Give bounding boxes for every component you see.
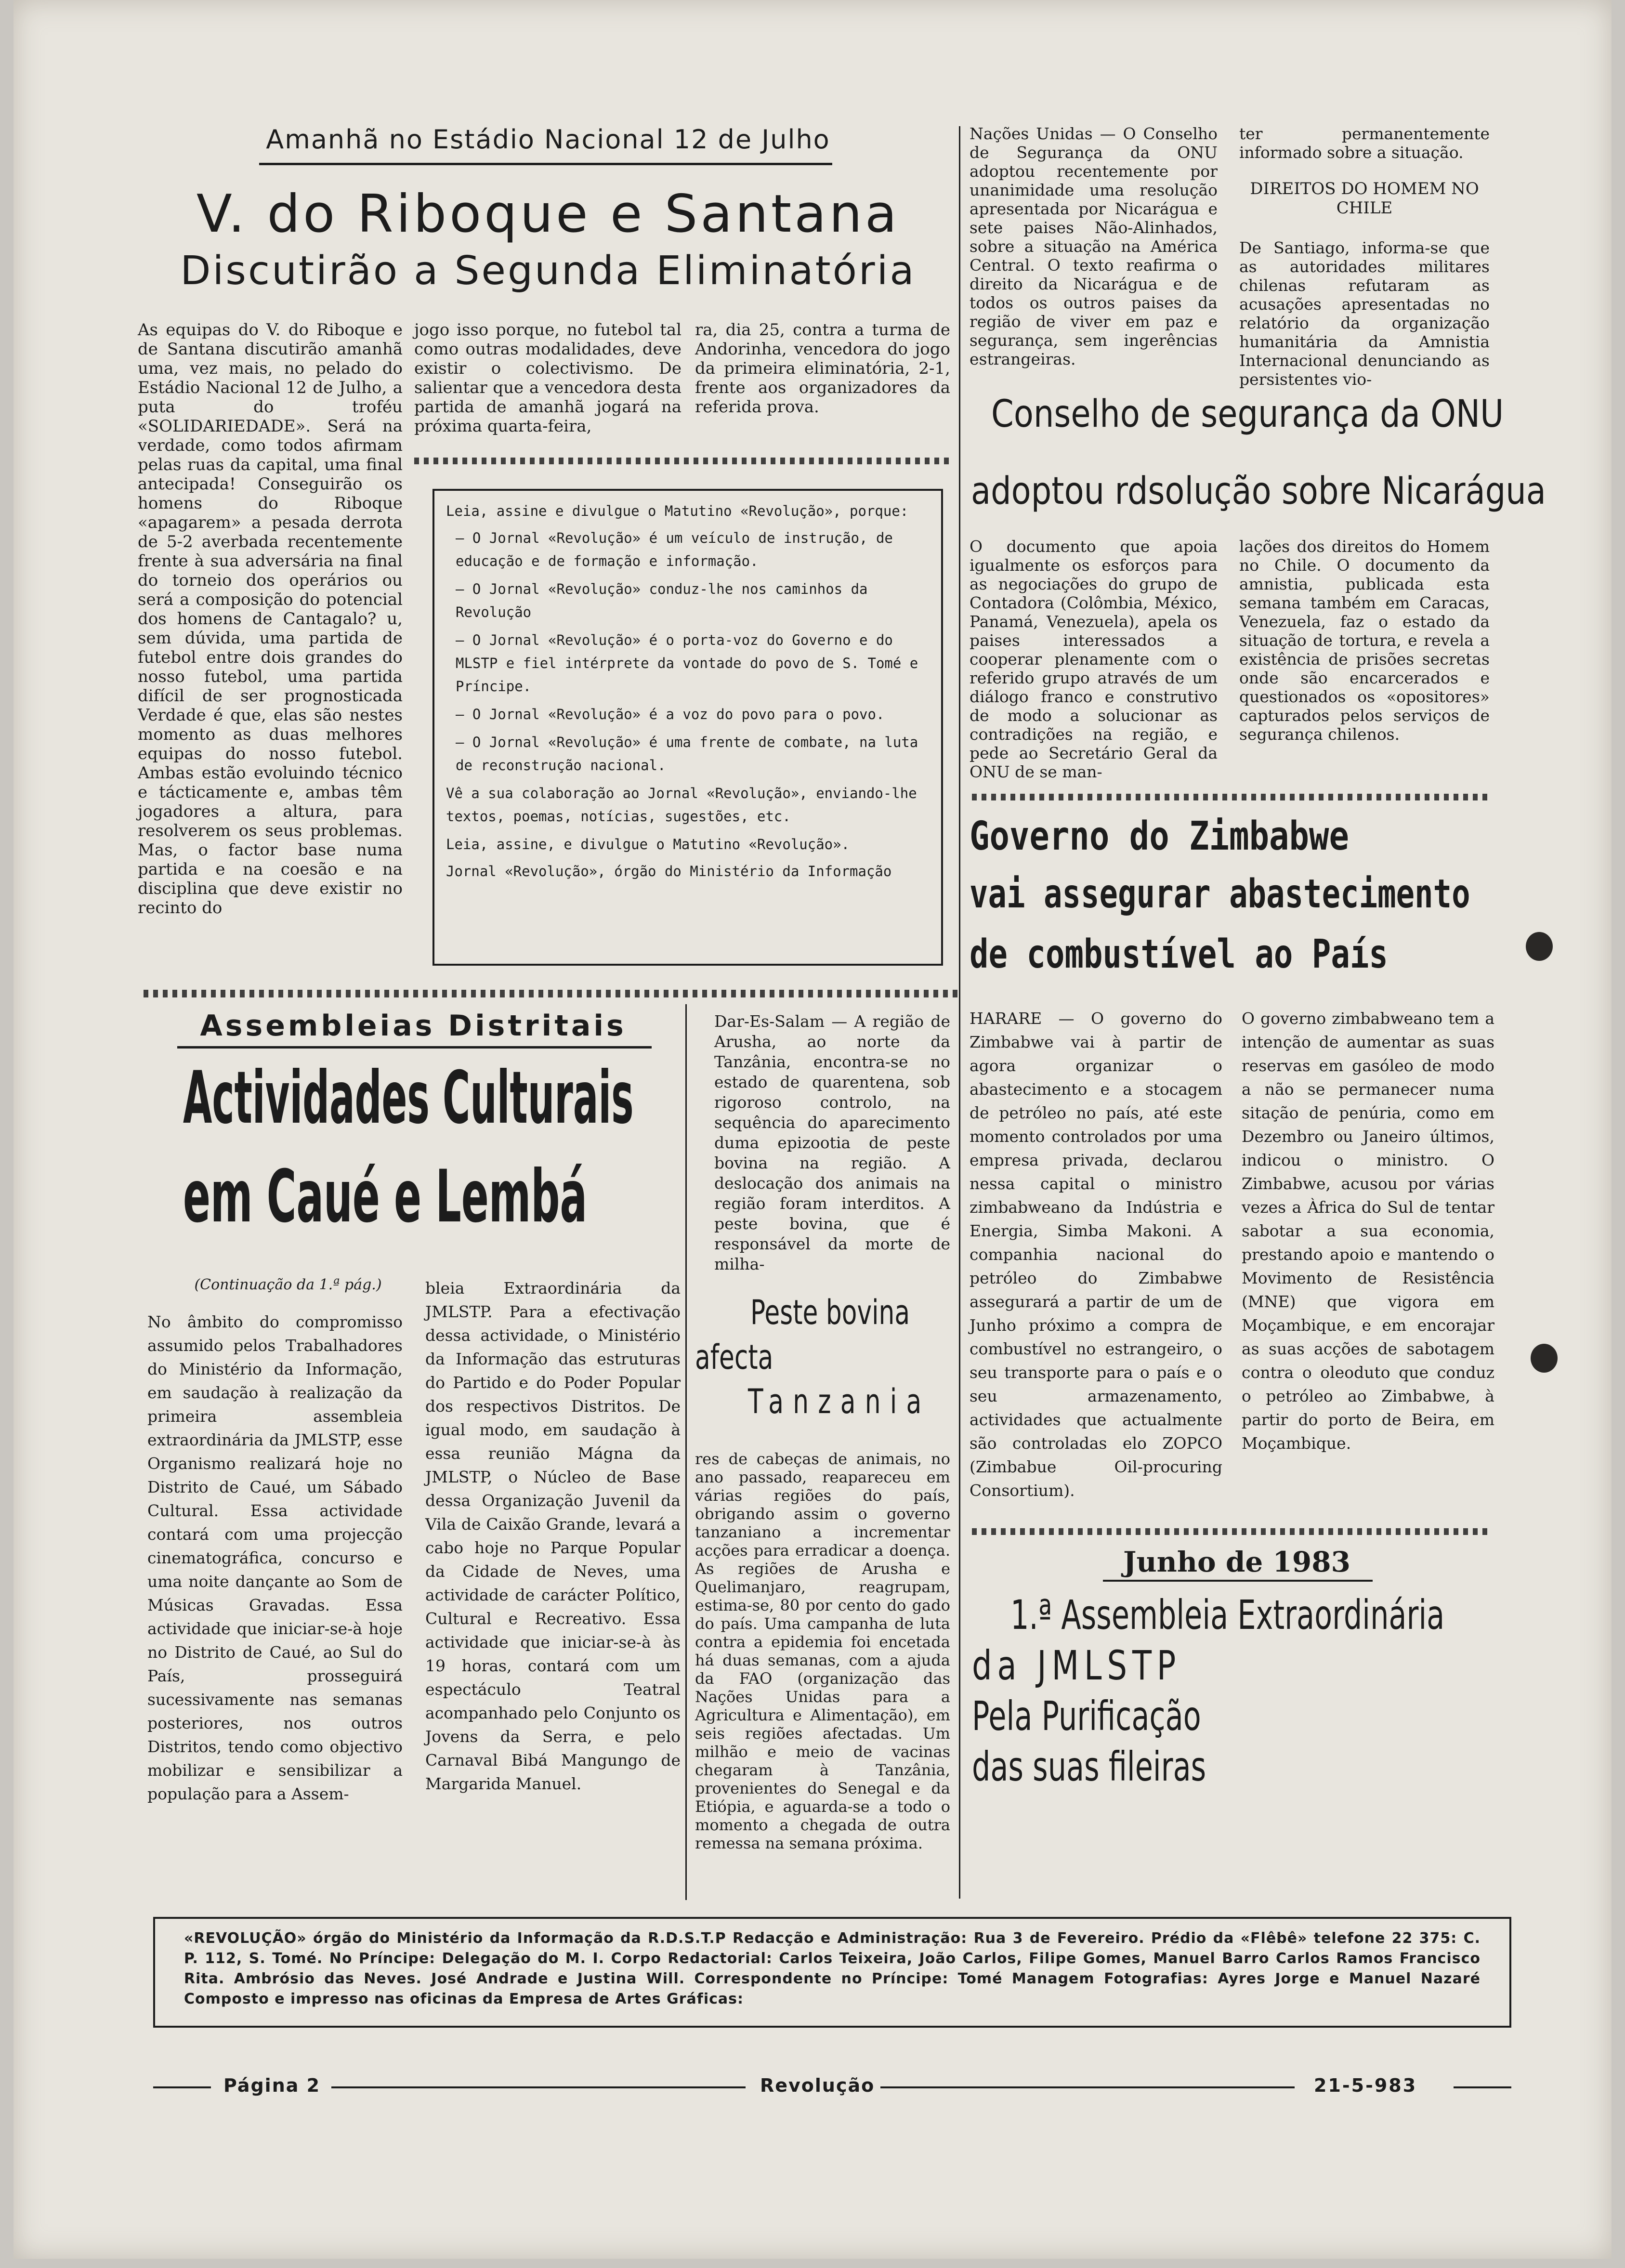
culture-col-2: bleia Extraordinária da JMLSTP. Para a efectivação dessa actividade, o Ministério da Informação das estruturas do Partido e do Poder Popular dos respectivos Distritos. De igual modo, em saudação à essa reunião Mágna da JMLSTP, o Núcleo de Base dessa Organização Juvenil da Vila de Caixão Grande, levará a cabo hoje no Parque Popular da Cidade de Neves, uma actividade de carácter Político, Cultural e Recreativo. Essa actividade que iniciar-se-à às 19 horas, contará com um espectáculo Teatral acompanhado pelo Conjunto os Jovens da Serra, e pelo Carnaval Bibá Mangungo de Margarida Manuel. <box>425 1279 681 1793</box>
culture-continuation: (Continuação da 1.ª pág.) <box>194 1276 382 1293</box>
footer-paper: Revolução <box>760 2075 875 2096</box>
promo-box <box>432 489 943 966</box>
punch-hole <box>1526 932 1553 961</box>
culture-col-1: No âmbito do compromisso assumido pelos Trabalhadores do Ministério da Informação, em saudação à realização da primeira assembleia extraordinária da JMLSTP, esse Organismo realizará hoje no Distrito de Caué, um Sábado Cultural. Essa actividade contará com uma projecção cinematográfica, concurso e uma noite dançante ao Som de Músicas Gravadas. Essa actividade que iniciar-se-à hoje no Distrito de Caué, ao Sul do País, prosseguirá sucessivamente nas semanas posteriores, nos outros Distritos, tendo como objectivo mobilizar e sensibilizar a população para a Assem- <box>147 1312 403 1803</box>
main-col-1: As equipas do V. do Riboque e de Santana discutirão amanhã uma, vez mais, no pelado do Estádio Nacional 12 de Julho, a puta do troféu «SOLIDARIEDADE». Será na verdade, como todos afirmam pelas ruas da capital, uma final antecipada! Conseguirão os homens do Riboque «apagarem» a pesada derrota de 5-2 averbada recentemente frente à sua adversária na final do torneio dos operários ou será a composição do potencial dos homens de Cantagalo? u, sem dúvida, uma partida de futebol entre dois grandes do nosso futebol, uma partida difícil de ser prognosticada Verdade é que, elas são nestes momento as duas melhores equipas do nosso futebol. Ambas estão evoluindo técnico e tácticamente e, ambas têm jogadores a altura, para resolverem os seus problemas. Mas, o factor base numa partida e na coesão e na disciplina que deve existir no recinto do <box>138 320 403 918</box>
footer-rule-right <box>1454 2086 1511 2088</box>
culture-section-label: Assembleias Distritais <box>200 1009 627 1043</box>
promo-line: — O Jornal «Revolução» é o porta-voz do Governo e do MLSTP e fiel intérprete da vontade do povo de S. Tomé e Príncipe. <box>456 632 918 695</box>
jmlstp-date: Junho de 1983 <box>1123 1546 1350 1578</box>
zimbabwe-col-1: HARARE — O governo do Zimbabwe vai à partir de agora organizar o abastecimento e a stocagem de petróleo no país, até este momento controlados por uma empresa privada, declarou nessa capital o ministro zimbabweano da Indústria e Energia, Simba Makoni. A companhia nacional do petróleo do Zimbabwe assegurará a partir de um de Junho próximo a compra de combustível no estrangeiro, o seu transporte para o país e o seu armazenamento, actividades que actualmente são controladas elo ZOPCO (Zimbabue Oil-procuring Consortium). <box>970 1009 1222 1500</box>
onu-intro-col-1: Nações Unidas — O Conselho de Segurança da ONU adoptou recentemente por unanimidade uma resolução apresentada por Nicarágua e sete paises Não-Alinhados, sobre a situação na América Central. O texto reafirma o direito da Nicarágua e de todos os outros paises da região de viver em paz e segurança, sem ingerências estrangeiras. <box>970 124 1218 368</box>
tanzania-headline-2: afecta <box>695 1337 773 1377</box>
onu-headline-1: Conselho de segurança da ONU <box>991 393 1504 436</box>
footer-rule-mid-left <box>331 2086 746 2088</box>
promo-divider <box>414 458 951 464</box>
footer-rule-mid-right <box>880 2086 1295 2088</box>
promo-line: — O Jornal «Revolução» é uma frente de combate, na luta de reconstrução nacional. <box>456 734 918 773</box>
chile-subheading: DIREITOS DO HOMEM NO CHILE <box>1250 179 1479 218</box>
punch-hole <box>1531 1344 1558 1373</box>
onu-divider <box>972 794 1492 800</box>
zimbabwe-divider <box>972 1528 1492 1535</box>
promo-line: Leia, assine, e divulgue o Matutino «Revolução». <box>446 836 850 852</box>
footer-rule-left <box>153 2086 211 2088</box>
footer-page: Página 2 <box>223 2075 321 2096</box>
tanzania-headline-3: Tanzania <box>748 1382 931 1421</box>
tanzania-headline-1: Peste bovina <box>750 1293 910 1332</box>
zimbabwe-col-2: O governo zimbabweano tem a intenção de aumentar as suas reservas em gasóleo de modo a não se permanecer numa sitação de penúria, como em Dezembro ou Janeiro últimos, indicou o ministro. O Zimbabwe, acusou por várias vezes a Àfrica do Sul de tentar sabotar a sua economia, prestando apoio e mantendo o Movimento de Resistência (MNE) que vigora em Moçambique, e em encorajar as suas acções de sabotagem contra o oleoduto que conduz o petróleo ao Zimbabwe, à partir do porto de Beira, em Moçambique. <box>1242 1009 1494 1453</box>
jmlstp-line-3: Pela Purificação <box>972 1692 1201 1740</box>
zimbabwe-headline-1: Governo do Zimbabwe <box>970 813 1349 859</box>
masthead-box: «REVOLUÇÃO» órgão do Ministério da Informação da R.D.S.T.P Redacção e Administração: Rua 3 de Fevereiro. Prédio da «Flêbê» telefone 22 375: C. P. 112, S. Tomé. No Príncipe: Delegação do M. I. Corpo Redactorial: Carlos Teixeira, João Carlos, Filipe Gomes, Manuel Barro Carlos Ramos Francisco Rita. Ambrósio das Neves. José Andrade e Justina Will. Correspondente no Príncipe: Tomé Managem Fotografias: Ayres Jorge e Manuel Nazaré Composto e impresso nas oficinas da Empresa de Artes Gráficas: <box>153 1917 1511 2028</box>
promo-line: Jornal «Revolução», órgão do Ministério da Informação <box>446 863 892 879</box>
tanzania-intro: Dar-Es-Salam — A região de Arusha, ao norte da Tanzânia, encontra-se no estado de quarentena, sob rigoroso controlo, na sequência do aparecimento duma epizootia de peste bovina na região. A deslocação dos animais na região foram interditos. A peste bovina, que é responsável da morte de milha- <box>714 1012 950 1273</box>
promo-line: Leia, assine e divulgue o Matutino «Revolução», porque: <box>446 503 909 519</box>
main-headline-2: Discutirão a Segunda Eliminatória <box>180 248 916 294</box>
footer-date: 21-5-983 <box>1314 2075 1417 2096</box>
onu-col-1: O documento que apoia igualmente os esforços para as negociações do grupo de Contadora (Colômbia, México, Panamá, Venezuela), apela os paises interessados a cooperar plenamente com o referido grupo através de um diálogo franco e construtivo de modo a solucionar as contradições na região, e pede ao Secretário Geral da ONU de se man- <box>970 537 1218 781</box>
culture-label-underline <box>177 1046 652 1049</box>
culture-headline-2: em Caué e Lembá <box>183 1155 588 1239</box>
jmlstp-line-1: 1.ª Assembleia Extraordinária <box>1010 1591 1445 1639</box>
promo-line: — O Jornal «Revolução» é a voz do povo para o povo. <box>456 706 885 722</box>
left-section-divider <box>144 990 957 997</box>
jmlstp-date-underline <box>1103 1580 1373 1582</box>
onu-col-2: lações dos direitos do Homem no Chile. O documento da amnistia, publicada esta semana também em Caracas, Venezuela, faz o estado da situação de tortura, e revela a existência de prisões secretas onde são encarcerados e questionados os «opositores» capturados pelos serviços de segurança chilenos. <box>1239 537 1490 744</box>
main-headline-1: V. do Riboque e Santana <box>196 184 900 244</box>
main-kicker: Amanhã no Estádio Nacional 12 de Julho <box>266 124 830 155</box>
onu-intro-col-2: ter permanentemente informado sobre a situação. <box>1239 124 1490 162</box>
chile-text: De Santiago, informa-se que as autoridades militares chilenas refutaram as acusações apresentadas no relatório da organização humanitária da Amnistia Internacional denunciando as persistentes vio- <box>1239 238 1490 389</box>
main-col-3: ra, dia 25, contra a turma de Andorinha, vencedora do jogo da primeira eliminatória, 2-1, frente aos organizadores da referida prova. <box>695 320 950 417</box>
zimbabwe-headline-2: vai assegurar abastecimento <box>970 871 1470 917</box>
tanzania-body: res de cabeças de animais, no ano passado, reapareceu em várias regiões do país, obrigando assim o governo tanzaniano a incrementar acções para erradicar a doença. As regiões de Arusha e Quelimanjaro, reagrupam, estima-se, 80 por cento do gado do país. Uma campanha de luta contra a epidemia foi encetada há duas semanas, com a ajuda da FAO (organização das Nações Unidas para a Agricultura e Alimentação), em seis regiões afectadas. Um milhão e meio de vacinas chegaram à Tanzânia, provenientes do Senegal e da Etiópia, e aguarda-se a todo o momento a chegada de outra remessa na semana próxima. <box>695 1450 950 1852</box>
jmlstp-line-2: da JMLSTP <box>972 1642 1181 1689</box>
culture-headline-1: Actividades Culturais <box>183 1056 634 1140</box>
promo-line: Vê a sua colaboração ao Jornal «Revolução», enviando-lhe textos, poemas, notícias, sugestões, etc. <box>446 785 917 825</box>
promo-line: — O Jornal «Revolução» conduz-lhe nos caminhos da Revolução <box>456 581 868 620</box>
newspaper-page <box>13 0 1612 2259</box>
tanzania-column-rule <box>685 1004 687 1900</box>
promo-line: — O Jornal «Revolução» é um veículo de instrução, de educação e de formação e informação. <box>456 530 893 569</box>
column-rule <box>959 126 960 1899</box>
onu-headline-2: adoptou rdsolução sobre Nicarágua <box>971 470 1546 513</box>
jmlstp-line-4: das suas fileiras <box>972 1743 1206 1790</box>
main-col-2: jogo isso porque, no futebol tal como outras modalidades, deve existir o colectivismo. De salientar que a vencedora desta partida de amanhã jogará na próxima quarta-feira, <box>414 320 681 436</box>
zimbabwe-headline-3: de combustível ao País <box>970 931 1388 977</box>
kicker-underline <box>259 163 832 165</box>
